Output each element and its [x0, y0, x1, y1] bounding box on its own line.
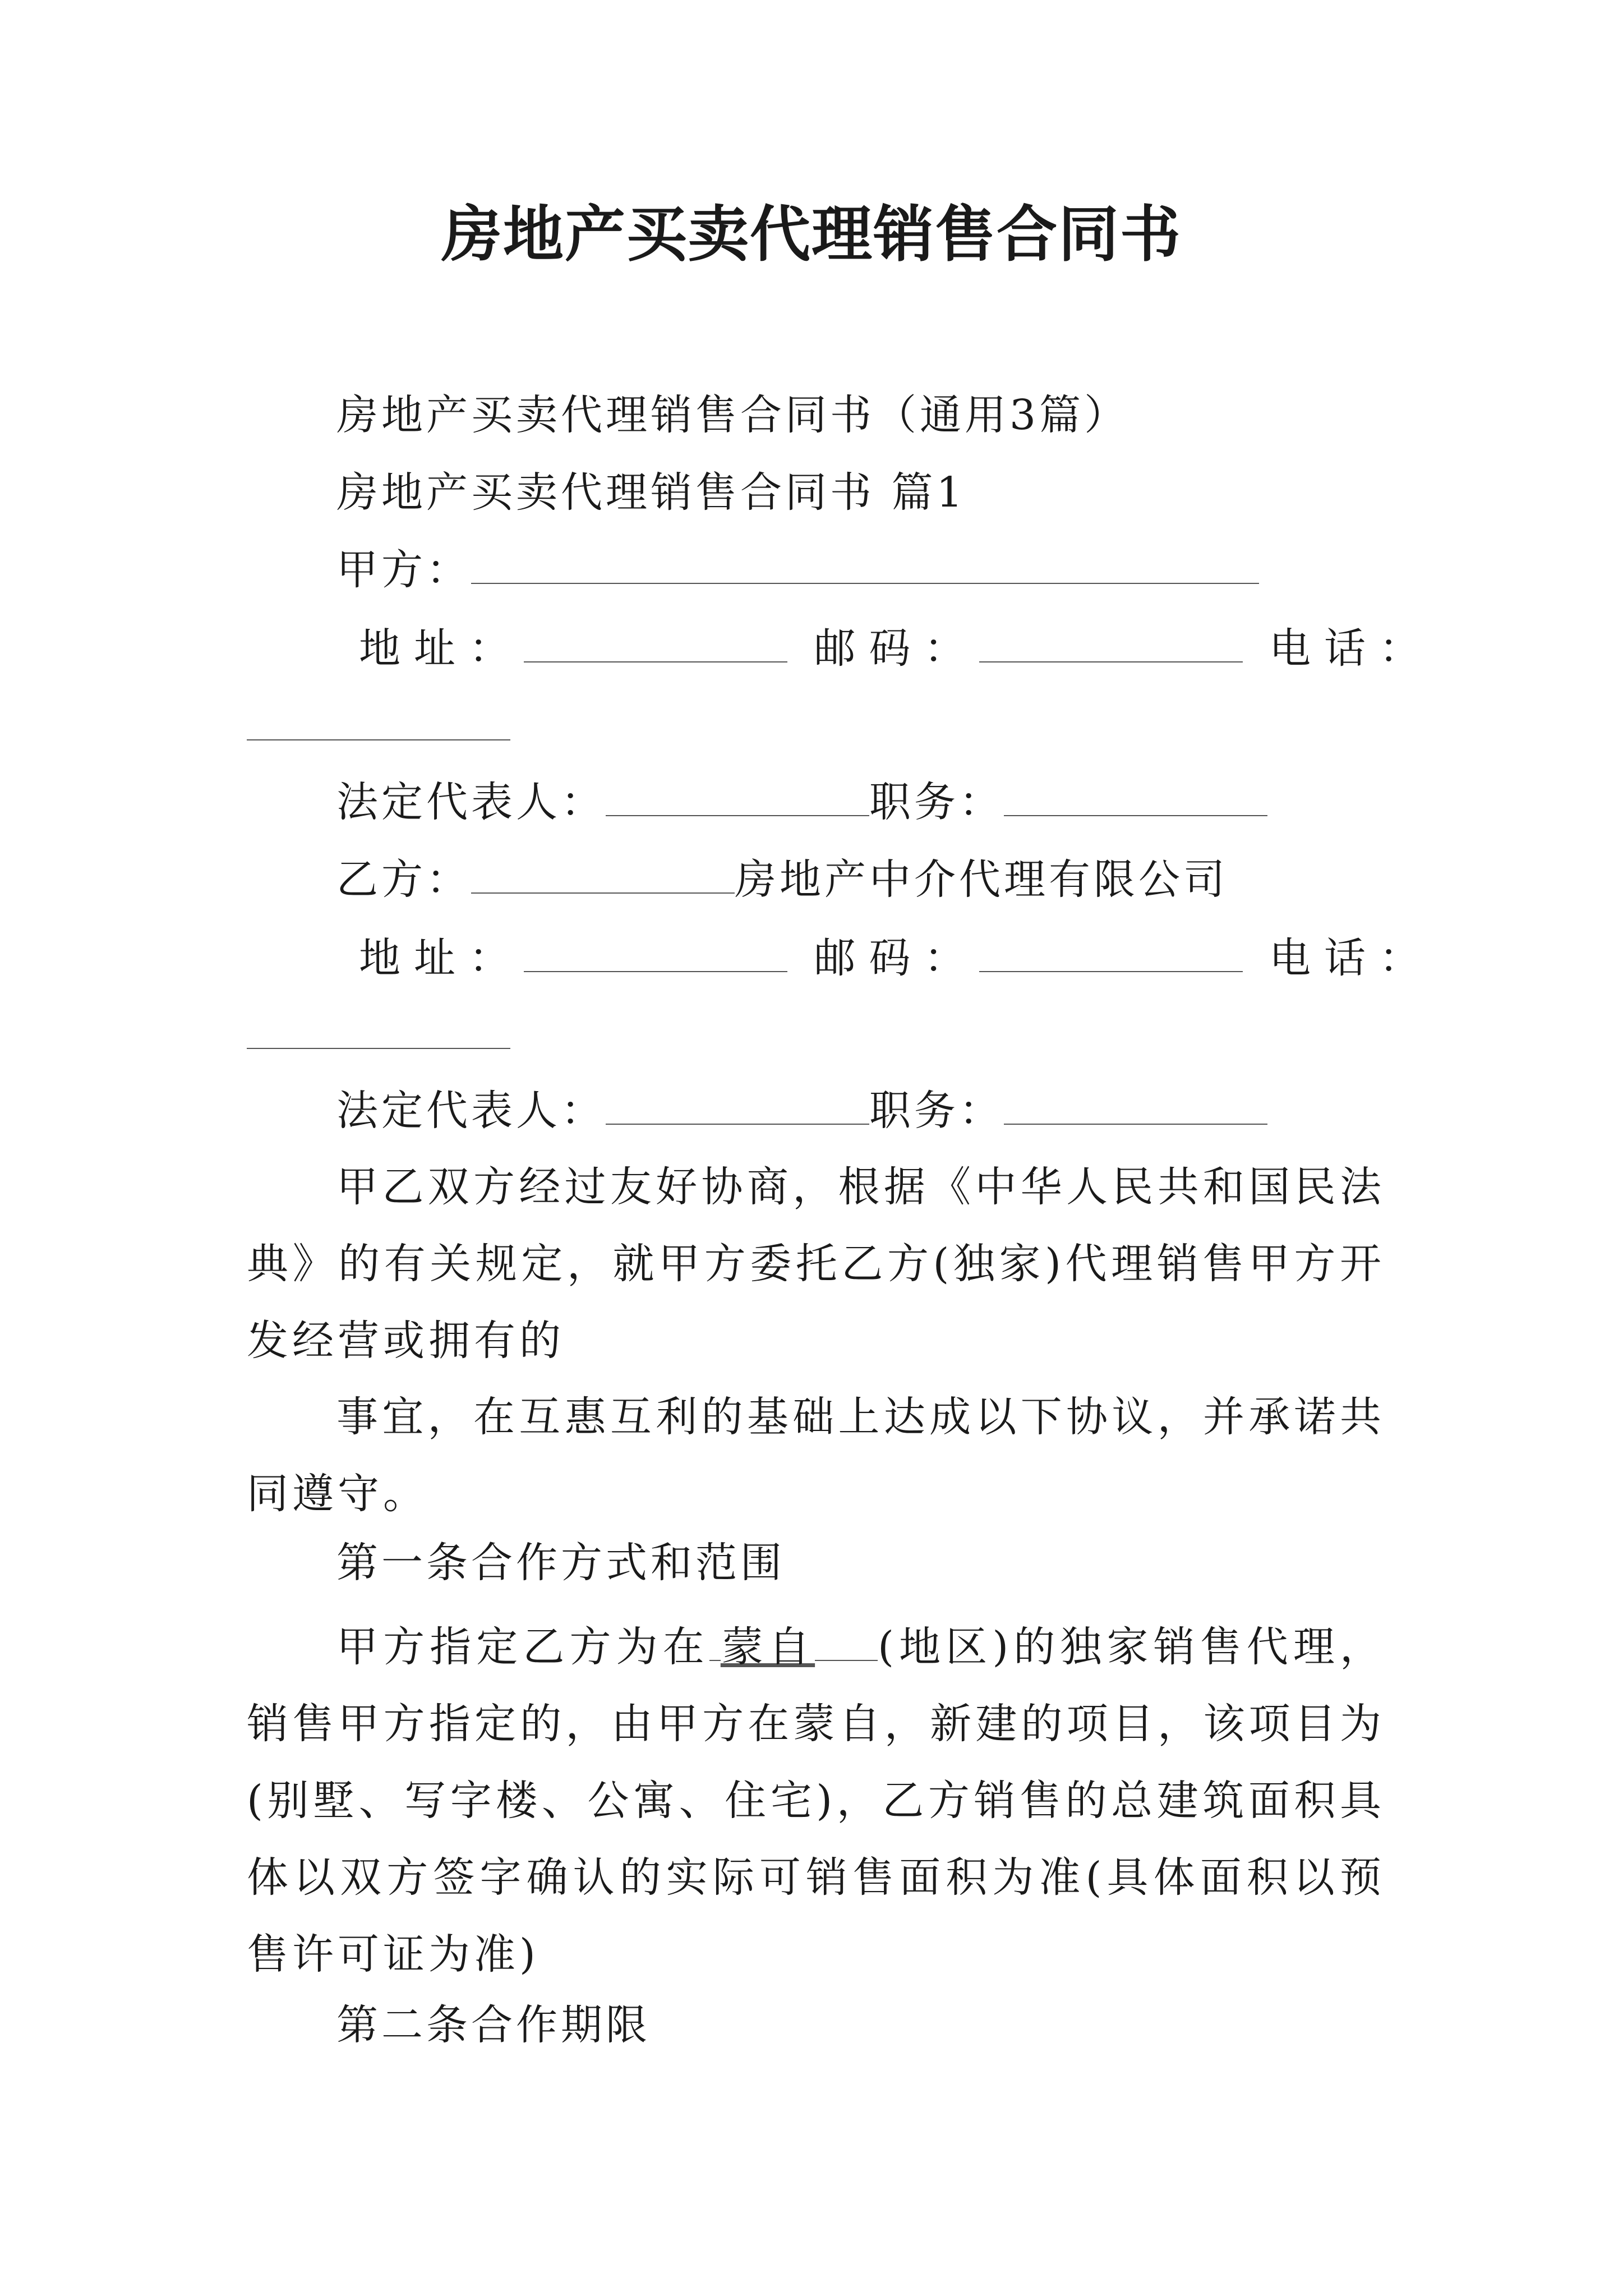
- party-a-address-blank: [524, 627, 787, 662]
- party-a-address-label: 地址：: [359, 624, 524, 673]
- party-a-name-blank: [471, 548, 1259, 584]
- party-b-postcode-blank: [979, 936, 1243, 972]
- article-1-blank-before: [709, 1625, 721, 1661]
- party-b-address-label: 地址：: [359, 934, 524, 982]
- party-b-phone-blank: [247, 1048, 510, 1049]
- party-b-position-label: 职务：: [869, 1087, 1004, 1135]
- party-b-address-blank: [524, 936, 787, 972]
- party-a-postcode-blank: [979, 627, 1243, 662]
- party-b-row: [336, 852, 1228, 908]
- party-a-rep-label: 法定代表人：: [336, 778, 606, 826]
- article-1-body-prefix: 甲方指定乙方为在: [336, 1623, 709, 1671]
- party-a-row: [336, 542, 1259, 598]
- party-b-phone-label: 电话：: [1269, 934, 1435, 982]
- party-a-phone-blank: [247, 739, 510, 740]
- party-a-postcode-label: 邮码：: [814, 624, 979, 673]
- party-b-rep-label: 法定代表人：: [336, 1087, 606, 1135]
- party-a-position-blank: [1004, 780, 1267, 816]
- party-a-contact-row: [359, 620, 1434, 677]
- article-2-title: 第二条合作期限: [336, 2001, 651, 2049]
- section-heading: 房地产买卖代理销售合同书 篇1: [336, 468, 966, 517]
- party-b-rep-row: [336, 1083, 1267, 1139]
- party-b-contact-row: [359, 930, 1434, 986]
- party-a-label: 甲方：: [336, 546, 471, 594]
- party-a-rep-row: [336, 774, 1267, 830]
- article-1-title: 第一条合作方式和范围: [336, 1539, 785, 1587]
- party-b-name-blank: [471, 858, 735, 894]
- article-1-body: [247, 1609, 1385, 1993]
- article-1-body-text: (地区)的独家销售代理，销售甲方指定的，由甲方在蒙自，新建的项目，该项目为(别墅、写字楼、公寓、住宅)，乙方销售的总建筑面积具体以双方签字确认的实际可销售面积为准(具体面积以预售许可证为准): [247, 1623, 1386, 1978]
- article-1-blank-after: [815, 1625, 878, 1661]
- party-b-rep-blank: [606, 1089, 869, 1125]
- party-b-label: 乙方：: [336, 855, 471, 904]
- document-title: 房地产买卖代理销售合同书: [441, 199, 1182, 270]
- party-b-position-blank: [1004, 1089, 1267, 1125]
- intro-paragraph-2: 事宜，在互惠互利的基础上达成以下协议，并承诺共同遵守。: [247, 1393, 1385, 1518]
- document-subtitle: 房地产买卖代理销售合同书（通用3篇）: [336, 391, 1129, 439]
- party-b-company-suffix: 房地产中介代理有限公司: [735, 855, 1228, 904]
- article-1-region: 蒙自: [720, 1623, 815, 1671]
- party-a-position-label: 职务：: [869, 778, 1004, 826]
- party-a-rep-blank: [606, 780, 869, 816]
- intro-paragraph-1: 甲乙双方经过友好协商，根据《中华人民共和国民法典》的有关规定，就甲方委托乙方(独家)代理销售甲方开发经营或拥有的: [247, 1163, 1385, 1365]
- party-b-postcode-label: 邮码：: [814, 934, 979, 982]
- party-a-phone-label: 电话：: [1269, 624, 1435, 673]
